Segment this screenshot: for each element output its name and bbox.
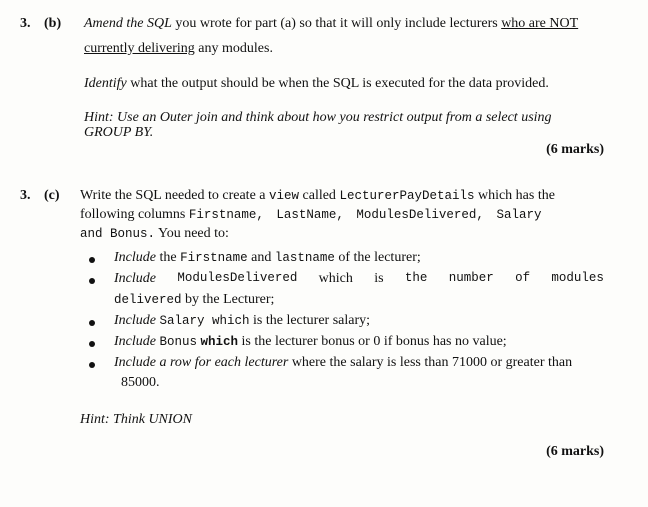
q3b-hint-line2: GROUP BY. bbox=[84, 125, 154, 140]
bullet-item-modules-line2: delivered by the Lecturer; bbox=[114, 292, 275, 307]
bullet-dot bbox=[89, 320, 95, 326]
bullet-item-salary: Include Salary which is the lecturer salary; bbox=[114, 313, 371, 328]
q3c-intro2: following columns Firstname, LastName, ModulesDelivered, Salary bbox=[80, 207, 542, 222]
q3b-part: (b) bbox=[44, 16, 62, 31]
bullet-dot bbox=[89, 362, 95, 368]
bullet-dot bbox=[89, 341, 95, 347]
q3b-number: 3. bbox=[20, 16, 31, 31]
bullet-item-row-filter: Include a row for each lecturer where the salary is less than 71000 or greater than bbox=[114, 355, 573, 370]
bullet-item-bonus: Include Bonus which is the lecturer bonus or 0 if bonus has no value; bbox=[114, 334, 507, 349]
q3b-hint-line1: Hint: Use an Outer join and think about how you restrict output from a select using bbox=[84, 110, 552, 125]
q3b-line1: Amend the SQL you wrote for part (a) so that it will only include lecturers who are NOT bbox=[84, 16, 579, 31]
bullet-item-modules: Include ModulesDelivered which is the number of modules bbox=[114, 271, 604, 286]
q3c-number: 3. bbox=[20, 188, 31, 203]
q3c-hint: Hint: Think UNION bbox=[80, 412, 192, 427]
bullet-item-firstname: Include the Firstname and lastname of the lecturer; bbox=[114, 250, 421, 265]
bullet-item-row-filter-line2: 85000. bbox=[121, 375, 160, 390]
q3c-marks: (6 marks) bbox=[546, 444, 604, 459]
q3c-intro1: Write the SQL needed to create a view called LecturerPayDetails which has the bbox=[80, 188, 555, 203]
q3b-marks: (6 marks) bbox=[546, 142, 604, 157]
q3c-intro3: and Bonus. You need to: bbox=[80, 226, 229, 241]
bullet-dot bbox=[89, 257, 95, 263]
q3b-line2: currently delivering any modules. bbox=[84, 41, 273, 56]
q3b-identify: Identify what the output should be when the SQL is executed for the data provided. bbox=[84, 76, 549, 91]
bullet-dot bbox=[89, 278, 95, 284]
q3c-part: (c) bbox=[44, 188, 60, 203]
